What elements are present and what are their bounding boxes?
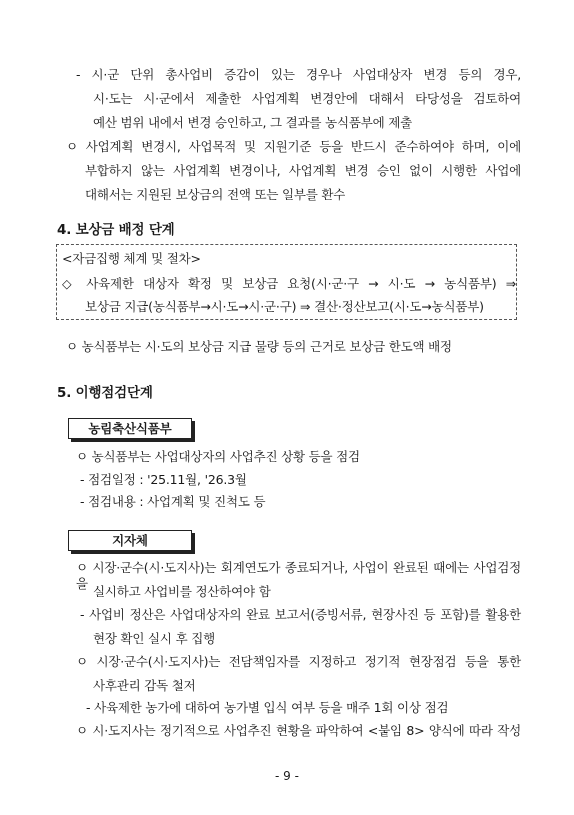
paragraph-line: 시·도는 시·군에서 제출한 사업계획 변경안에 대해서 타당성을 검토하여	[93, 91, 521, 106]
box-line: 보상금 지급(농식품부→시·도→시·군·구) ⇒ 결산·정산보고(시·도→농식품부)	[85, 299, 484, 314]
paragraph-line: 사후관리 감독 철저	[93, 678, 196, 693]
paragraph-line: ㅇ 시·도지사는 정기적으로 사업추진 현황을 파악하여 <붙임 8> 양식에 따라 작성	[76, 723, 521, 738]
ministry-label-box: 농림축산식품부	[68, 418, 192, 439]
box-title: <자금집행 체계 및 절차>	[62, 251, 201, 266]
paragraph-line: - 점검내용 : 사업계획 및 진척도 등	[80, 494, 266, 509]
paragraph-line: ㅇ 농식품부는 시·도의 보상금 지급 물량 등의 근거로 보상금 한도액 배정	[66, 339, 452, 354]
box-line: ◇ 사육제한 대상자 확정 및 보상금 요청(시·군·구 → 시·도 → 농식품부) ⇒	[62, 276, 516, 291]
page-number: - 9 -	[275, 769, 299, 783]
paragraph-line: 예산 범위 내에서 변경 승인하고, 그 결과를 농식품부에 제출	[93, 115, 412, 130]
local-gov-label-box: 지자체	[68, 530, 192, 551]
paragraph-line: 부합하지 않는 사업계획 변경이나, 사업계획 변경 승인 없이 시행한 사업에	[85, 163, 521, 178]
paragraph-line: - 사육제한 농가에 대하여 농가별 입식 여부 등을 매주 1회 이상 점검	[86, 700, 449, 715]
paragraph-line: ㅇ 농식품부는 사업대상자의 사업추진 상황 등을 점검	[76, 449, 360, 464]
paragraph-line: - 시·군 단위 총사업비 증감이 있는 경우나 사업대상자 변경 등의 경우,	[76, 67, 521, 82]
section-heading: 4. 보상금 배정 단계	[57, 222, 175, 238]
section-heading: 5. 이행점검단계	[57, 385, 153, 401]
paragraph-line: ㅇ 시장·군수(시·도지사)는 전담책임자를 지정하고 정기적 현장점검 등을 통한	[76, 654, 521, 669]
paragraph-line: ㅇ 시장·군수(시·도지사)는 회계연도가 종료되거나, 사업이 완료된 때에는 사업검정을	[76, 560, 521, 591]
paragraph-line: - 사업비 정산은 사업대상자의 완료 보고서(증빙서류, 현장사진 등 포함)를 활용한	[80, 607, 521, 622]
paragraph-line: 실시하고 사업비를 정산하여야 함	[93, 584, 271, 599]
paragraph-line: 현장 확인 실시 후 집행	[93, 631, 215, 646]
paragraph-line: 대해서는 지원된 보상금의 전액 또는 일부를 환수	[85, 187, 346, 202]
paragraph-line: - 점검일정 : '25.11월, '26.3월	[80, 472, 247, 487]
paragraph-line: ㅇ 사업계획 변경시, 사업목적 및 지원기준 등을 반드시 준수하여야 하며, 이에	[66, 139, 521, 154]
